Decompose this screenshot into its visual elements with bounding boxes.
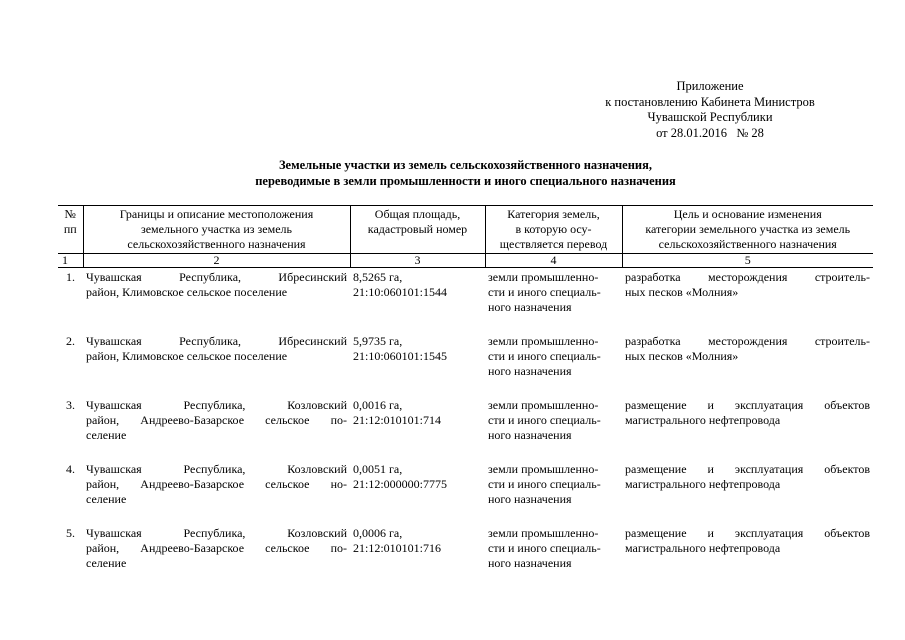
cell-line: 8,5265 га, xyxy=(353,270,403,284)
table-row xyxy=(58,396,873,460)
cell-line: 21:10:060101:1544 xyxy=(353,285,448,299)
cell-line: Чувашская Республика, Козловский xyxy=(86,462,347,476)
header-line: Цель и основание изменения xyxy=(673,207,822,221)
header-line: Границы и описание местоположения xyxy=(119,207,314,221)
cell-line: 0,0016 га, xyxy=(353,398,403,412)
cell-line: ного назначения xyxy=(488,556,572,570)
cell-line: ных песков «Молния» xyxy=(625,285,739,299)
cell-line: Чувашская Республика, Ибресинский xyxy=(86,270,347,284)
cell-line: ного назначения xyxy=(488,492,572,506)
header-line: сельскохозяйственного назначения xyxy=(127,237,306,251)
header-number xyxy=(58,206,83,254)
cell-line: 21:12:010101:714 xyxy=(353,413,442,427)
cell-line: земли промышленно- xyxy=(488,526,599,540)
appendix-block xyxy=(560,79,860,141)
header-line: сельскохозяйственного назначения xyxy=(658,237,837,251)
cell-line: ного назначения xyxy=(488,428,572,442)
column-number: 2 xyxy=(83,254,350,268)
header-line: земельного участка из земель xyxy=(140,222,292,236)
cell-line: Чувашская Республика, Козловский xyxy=(86,398,347,412)
row-number: 2. xyxy=(66,334,75,348)
cell-line: 0,0006 га, xyxy=(353,526,403,540)
cell-line: магистрального нефтепровода xyxy=(625,477,781,491)
cell-line: 21:10:060101:1545 xyxy=(353,349,448,363)
cell-line: разработка месторождения строитель- xyxy=(625,334,870,348)
cell-line: магистрального нефтепровода xyxy=(625,541,781,555)
cell-line: район, Андреево-Базарское сельское по- xyxy=(86,413,347,427)
column-number-row xyxy=(58,254,873,268)
area-cadastral xyxy=(350,268,485,333)
appendix-line: Чувашской Республики xyxy=(647,110,773,124)
row-number: 5. xyxy=(66,526,75,540)
column-number: 4 xyxy=(485,254,622,268)
cell-line: Чувашская Республика, Козловский xyxy=(86,526,347,540)
cell-line: размещение и эксплуатация объектов xyxy=(625,398,870,412)
location-description xyxy=(83,268,350,333)
row-number: 1. xyxy=(66,270,75,284)
header-purpose xyxy=(622,206,873,254)
cell-line: 0,0051 га, xyxy=(353,462,403,476)
appendix-date-line: от 28.01.2016 № 28 xyxy=(656,125,764,140)
header-category xyxy=(485,206,622,254)
location-description xyxy=(83,524,350,588)
cell-line: магистрального нефтепровода xyxy=(625,413,781,427)
cell-line: сти и иного специаль- xyxy=(488,477,601,491)
appendix-line: к постановлению Кабинета Министров xyxy=(605,94,815,109)
cell-line: район, Климовское сельское поселение xyxy=(86,349,288,363)
cell-line: ного назначения xyxy=(488,300,572,314)
cell-line: 21:12:010101:716 xyxy=(353,541,442,555)
cell-line: размещение и эксплуатация объектов xyxy=(625,462,870,476)
cell-line: ных песков «Молния» xyxy=(625,349,739,363)
area-cadastral xyxy=(350,460,485,524)
location-description xyxy=(83,332,350,396)
land-plots-table xyxy=(58,205,873,588)
cell-line: размещение и эксплуатация объектов xyxy=(625,526,870,540)
location-description xyxy=(83,396,350,460)
header-description xyxy=(83,206,350,254)
cell-line: район, Климовское сельское поселение xyxy=(86,285,288,299)
cell-line: земли промышленно- xyxy=(488,398,599,412)
cell-line: сти и иного специаль- xyxy=(488,349,601,363)
header-line: пп xyxy=(63,222,77,236)
header-line: категории земельного участка из земель xyxy=(645,222,851,236)
header-line: Общая площадь, xyxy=(374,207,461,221)
area-cadastral xyxy=(350,524,485,588)
land-category xyxy=(485,268,622,333)
table-row xyxy=(58,332,873,396)
cell-line: сти и иного специаль- xyxy=(488,541,601,555)
header-line: № xyxy=(64,207,76,221)
cell-line: 21:12:000000:7775 xyxy=(353,477,448,491)
cell-line: 5,9735 га, xyxy=(353,334,403,348)
cell-line: район, Андреево-Базарское сельское но- xyxy=(86,477,347,491)
cell-line: земли промышленно- xyxy=(488,270,599,284)
column-number: 5 xyxy=(622,254,873,268)
cell-line: земли промышленно- xyxy=(488,462,599,476)
table-header-row xyxy=(58,206,873,254)
column-number: 1 xyxy=(58,254,83,268)
document-title xyxy=(58,157,873,189)
appendix-line: Приложение xyxy=(676,79,744,93)
area-cadastral xyxy=(350,396,485,460)
cell-line: район, Андреево-Базарское сельское по- xyxy=(86,541,347,555)
cell-line: селение xyxy=(86,428,127,442)
land-category xyxy=(485,524,622,588)
cell-line: селение xyxy=(86,492,127,506)
purpose-basis xyxy=(622,396,873,460)
land-category xyxy=(485,396,622,460)
cell-line: селение xyxy=(86,556,127,570)
title-line: переводимые в земли промышленности и иного специального назначения xyxy=(255,174,676,188)
purpose-basis xyxy=(622,524,873,588)
land-category xyxy=(485,332,622,396)
cell-line: сти и иного специаль- xyxy=(488,285,601,299)
header-line: ществляется перевод xyxy=(499,237,608,251)
table-row xyxy=(58,524,873,588)
header-line: кадастровый номер xyxy=(367,222,468,236)
purpose-basis xyxy=(622,268,873,333)
header-line: в которую осу- xyxy=(515,222,592,236)
purpose-basis xyxy=(622,460,873,524)
row-number: 3. xyxy=(66,398,75,412)
land-category xyxy=(485,460,622,524)
title-line: Земельные участки из земель сельскохозяйственного назначения, xyxy=(278,158,653,172)
table-row xyxy=(58,460,873,524)
cell-line: разработка месторождения строитель- xyxy=(625,270,870,284)
row-number: 4. xyxy=(66,462,75,476)
cell-line: ного назначения xyxy=(488,364,572,378)
purpose-basis xyxy=(622,332,873,396)
table-row xyxy=(58,268,873,333)
header-line: Категория земель, xyxy=(507,207,600,221)
location-description xyxy=(83,460,350,524)
area-cadastral xyxy=(350,332,485,396)
cell-line: земли промышленно- xyxy=(488,334,599,348)
cell-line: сти и иного специаль- xyxy=(488,413,601,427)
cell-line: Чувашская Республика, Ибресинский xyxy=(86,334,347,348)
header-area xyxy=(350,206,485,254)
column-number: 3 xyxy=(350,254,485,268)
